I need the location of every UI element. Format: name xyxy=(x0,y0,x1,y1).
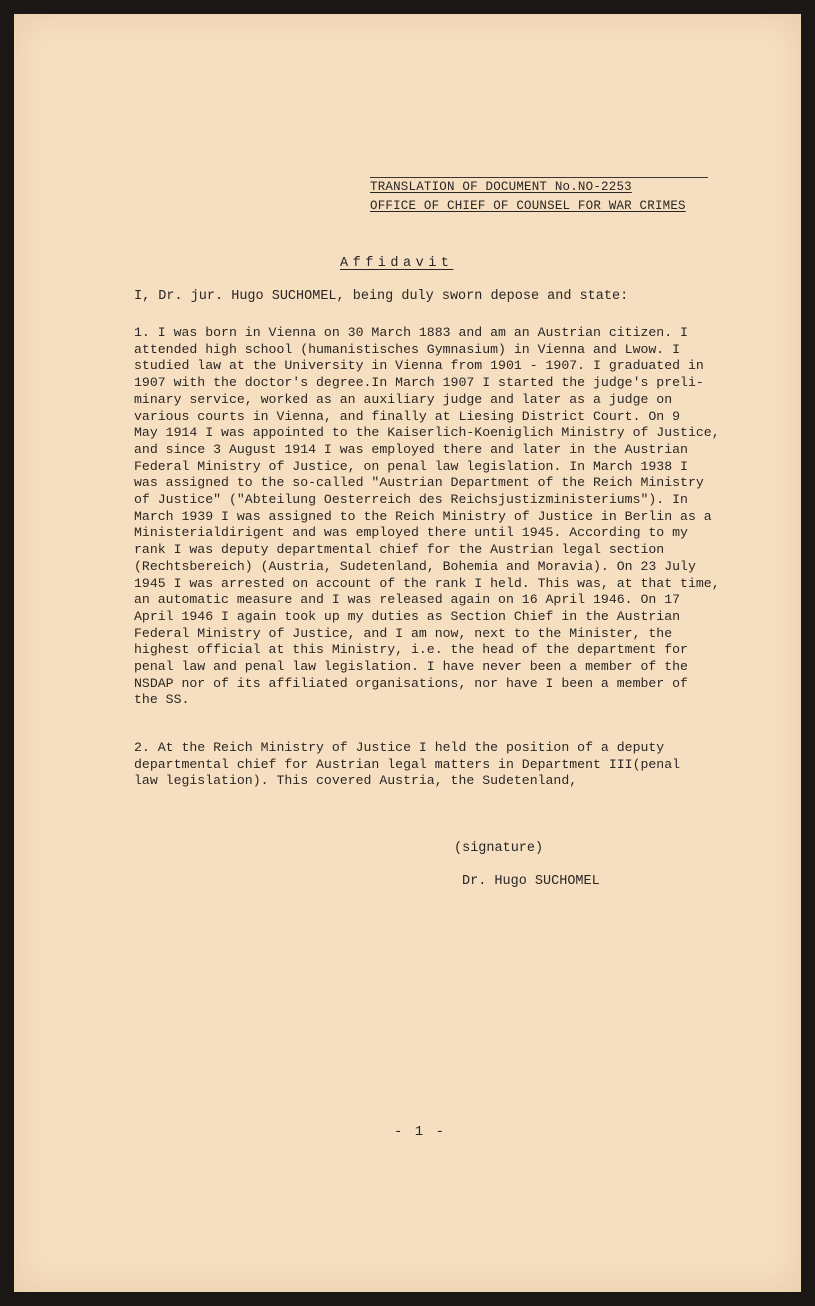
text-line: and since 3 August 1914 I was employed there and later in the Austrian xyxy=(134,441,688,457)
text-line: April 1946 I again took up my duties as Section Chief in the Austrian xyxy=(134,608,681,624)
header-translation-line: TRANSLATION OF DOCUMENT No.NO-2253 xyxy=(370,180,632,194)
paragraph-1 xyxy=(134,325,720,709)
text-line: 1945 I was arrested on account of the rank I held. This was, at that time, xyxy=(134,575,720,591)
text-line: studied law at the University in Vienna from 1901 - 1907. I graduated in xyxy=(134,358,704,374)
text-line: Ministerialdirigent and was employed there until 1945. According to my xyxy=(134,525,688,541)
text-line: March 1939 I was assigned to the Reich Ministry of Justice in Berlin as a xyxy=(134,508,712,524)
text-line: was assigned to the so-called "Austrian Department of the Reich Ministry xyxy=(134,475,704,491)
text-line: departmental chief for Austrian legal matters in Department III(penal xyxy=(134,756,681,772)
page-number: - 1 - xyxy=(394,1124,447,1140)
text-line: of Justice" ("Abteilung Oesterreich des Reichsjustizministeriums"). In xyxy=(134,492,688,508)
text-line: 2. At the Reich Ministry of Justice I held the position of a deputy xyxy=(134,740,665,755)
text-line: an automatic measure and I was released again on 16 April 1946. On 17 xyxy=(134,592,681,608)
text-line: law legislation). This covered Austria, the Sudetenland, xyxy=(134,773,578,789)
document-page xyxy=(14,14,801,1292)
text-line: various courts in Vienna, and finally at Liesing District Court. On 9 xyxy=(134,408,681,424)
text-line: penal law and penal law legislation. I have never been a member of the xyxy=(134,659,688,675)
text-line: May 1914 I was appointed to the Kaiserlich-Koeniglich Ministry of Justice, xyxy=(134,425,720,441)
document-header xyxy=(370,177,708,216)
text-line: 1. I was born in Vienna on 30 March 1883 and am an Austrian citizen. I xyxy=(134,325,688,340)
text-line: 1907 with the doctor's degree.In March 1907 I started the judge's preli- xyxy=(134,375,704,391)
text-line: (Rechtsbereich) (Austria, Sudetenland, Bohemia and Moravia). On 23 July xyxy=(134,558,696,574)
signatory-name: Dr. Hugo SUCHOMEL xyxy=(462,874,600,889)
text-line: Federal Ministry of Justice, and I am now, next to the Minister, the xyxy=(134,625,673,641)
text-line: NSDAP nor of its affiliated organisations, nor have I been a member of xyxy=(134,675,688,691)
document-title: Affidavit xyxy=(340,256,454,271)
header-office-line: OFFICE OF CHIEF OF COUNSEL FOR WAR CRIMES xyxy=(370,199,686,213)
text-line: highest official at this Ministry, i.e. the head of the department for xyxy=(134,642,688,658)
text-line: minary service, worked as an auxiliary judge and later as a judge on xyxy=(134,391,673,407)
intro-statement: I, Dr. jur. Hugo SUCHOMEL, being duly sworn depose and state: xyxy=(134,289,629,304)
text-line: Federal Ministry of Justice, on penal law legislation. In March 1938 I xyxy=(134,458,688,474)
text-line: the SS. xyxy=(134,692,190,708)
signature-note: (signature) xyxy=(454,841,544,856)
text-line: rank I was deputy departmental chief for the Austrian legal section xyxy=(134,542,665,558)
paragraph-2 xyxy=(134,740,680,790)
text-line: attended high school (humanistisches Gymnasium) in Vienna and Lwow. I xyxy=(134,341,681,357)
